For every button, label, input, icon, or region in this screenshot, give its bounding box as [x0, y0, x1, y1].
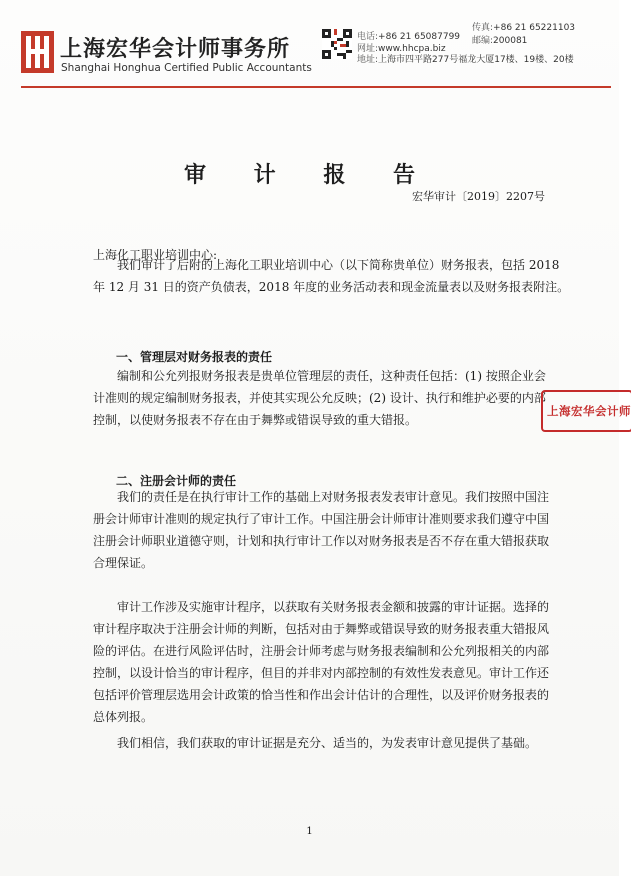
address-line	[357, 52, 574, 65]
firm-name-cn: 上海宏华会计师事务所	[60, 37, 291, 62]
text-line: 包括评价管理层选用会计政策的恰当性和作出会计估计的合理性，以及评价财务报表的	[93, 688, 550, 702]
text-line: 总体列报。	[93, 710, 154, 724]
text-line: 控制，以使财务报表不存在由于舞弊或错误导致的重大错报。	[93, 413, 418, 427]
phone-label: 电话:	[357, 32, 379, 42]
fax-value: +86 21 65221103	[493, 23, 576, 33]
page-number: 1	[306, 826, 313, 837]
company-seal	[540, 388, 631, 434]
postcode-value: 200081	[493, 36, 528, 46]
section2-paragraph-3	[93, 732, 571, 754]
section1-paragraph	[93, 365, 571, 431]
text-line: 计准则的规定编制财务报表，并使其实现公允反映；(2) 设计、执行和维护必要的内部	[93, 391, 546, 405]
text-line: 我们的责任是在执行审计工作的基础上对财务报表发表审计意见。我们按照中国注	[117, 490, 550, 504]
report-title: 审 计 报 告	[184, 162, 435, 188]
web-value: www.hhcpa.biz	[378, 44, 446, 54]
phone-value: +86 21 65087799	[378, 32, 461, 42]
fax-label: 传真:	[472, 23, 494, 33]
section2-paragraph-1	[93, 486, 571, 574]
text-line: 控制，以设计恰当的审计程序，但目的并非对内部控制的有效性发表意见。审计工作还	[93, 666, 550, 680]
text-line: 注册会计师职业道德守则，计划和执行审计工作以对财务报表是否不存在重大错报获取	[93, 534, 550, 548]
letterhead-divider	[21, 86, 611, 88]
section1-heading: 一、管理层对财务报表的责任	[116, 350, 273, 364]
seal-text: 上海宏华会计师	[547, 404, 631, 418]
text-line: 审计程序取决于注册会计师的判断，包括对由于舞弊或错误导致的财务报表重大错报风	[93, 622, 550, 636]
text-line: 我们相信，我们获取的审计证据是充分、适当的，为发表审计意见提供了基础。	[117, 736, 538, 750]
reference-number: 宏华审计〔2019〕2207号	[412, 190, 545, 203]
text-line: 险的评估。在进行风险评估时，注册会计师考虑与财务报表编制和公允列报相关的内部	[93, 644, 550, 658]
address-label: 地址:	[357, 55, 379, 65]
text-line: 年 12 月 31 日的资产负债表，2018 年度的业务活动表和现金流量表以及财务报表附注。	[93, 280, 570, 294]
address-value: 上海市四平路277号福龙大厦17楼、19楼、20楼	[378, 55, 574, 65]
text-line: 册会计师审计准则的规定执行了审计工作。中国注册会计师审计准则要求我们遵守中国	[93, 512, 550, 526]
intro-paragraph	[93, 254, 571, 298]
section2-heading: 二、注册会计师的责任	[116, 474, 237, 488]
text-line: 合理保证。	[93, 556, 154, 570]
section2-paragraph-2	[93, 596, 571, 728]
postcode-line	[472, 33, 527, 46]
addressee: 上海化工职业培训中心:	[93, 248, 218, 262]
hh-logo-icon	[21, 31, 54, 73]
fax-line	[472, 20, 575, 33]
firm-name-en: Shanghai Honghua Certified Public Accountants	[61, 62, 312, 74]
postcode-label: 邮编:	[472, 36, 494, 46]
text-line: 审计工作涉及实施审计程序，以获取有关财务报表金额和披露的审计证据。选择的	[117, 600, 550, 614]
qr-code-icon	[322, 29, 352, 59]
text-line: 编制和公允列报财务报表是贵单位管理层的责任，这种责任包括：(1) 按照企业会	[117, 369, 546, 383]
web-label: 网址:	[357, 44, 379, 54]
text-line: 我们审计了后附的上海化工职业培训中心（以下简称贵单位）财务报表，包括 2018	[117, 258, 560, 272]
